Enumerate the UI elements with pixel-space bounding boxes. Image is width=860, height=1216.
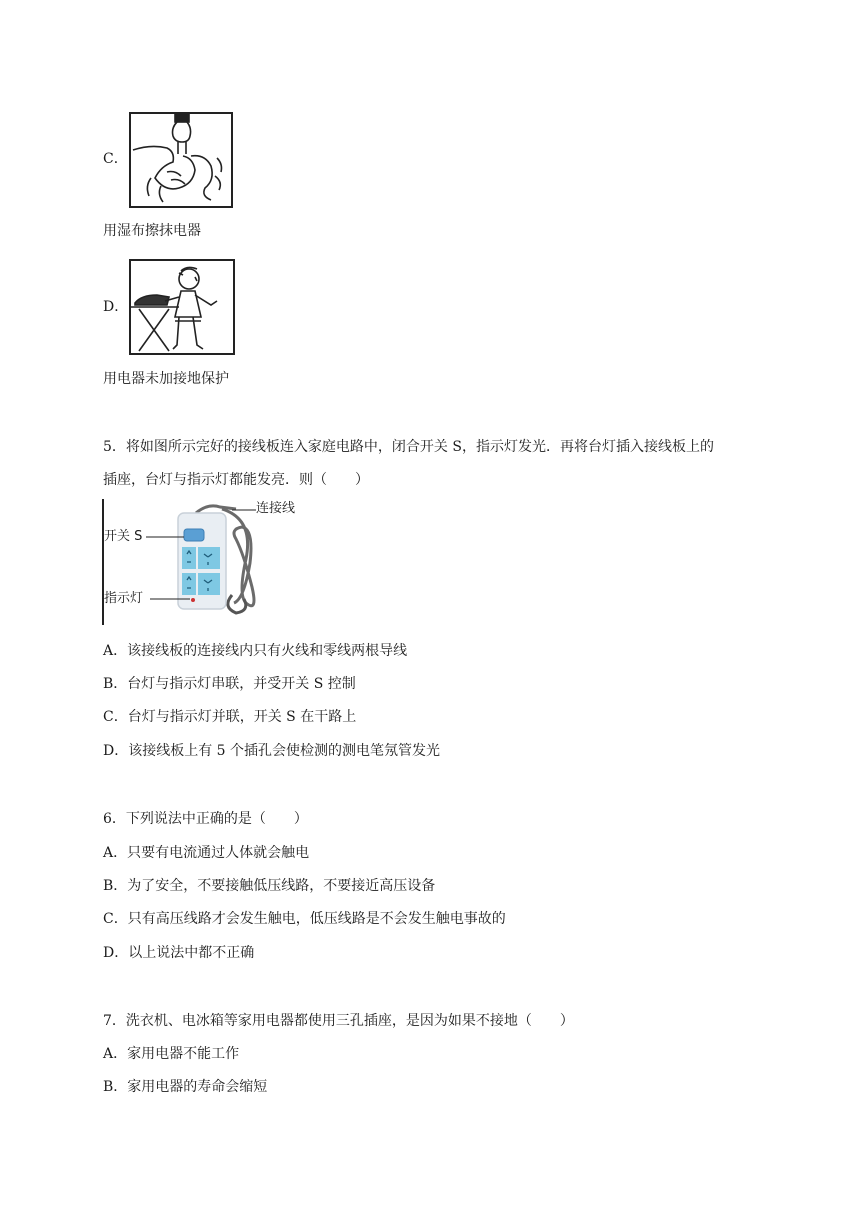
- q6-option-d: D．以上说法中都不正确: [103, 945, 255, 961]
- q6-option-c: C．只有高压线路才会发生触电，低压线路是不会发生触电事故的: [103, 911, 506, 927]
- wet-cloth-wiping-appliance-icon: [129, 112, 233, 208]
- power-strip-figure: [104, 499, 300, 627]
- q6-stem: 6．下列说法中正确的是（ ）: [103, 811, 308, 827]
- q4-option-c-caption: 用湿布擦抹电器: [103, 223, 201, 239]
- ungrounded-iron-shock-icon: [129, 259, 235, 355]
- q4-option-c-letter: C．: [103, 151, 128, 167]
- label-indicator-light: 指示灯: [104, 591, 144, 606]
- q4-option-d-letter: D．: [103, 299, 129, 315]
- label-cable: 连接线: [256, 501, 296, 516]
- q6-option-a: A．只要有电流通过人体就会触电: [103, 845, 310, 861]
- q7-option-b: B．家用电器的寿命会缩短: [103, 1079, 268, 1095]
- q5-stem-line2: 插座，台灯与指示灯都能发亮．则（ ）: [103, 472, 369, 488]
- label-switch-s: 开关 S: [104, 529, 143, 544]
- q5-option-d: D．该接线板上有 5 个插孔会使检测的测电笔氖管发光: [103, 743, 441, 759]
- q4-option-d-caption: 用电器未加接地保护: [103, 371, 229, 387]
- q5-option-c: C．台灯与指示灯并联，开关 S 在干路上: [103, 709, 357, 725]
- q5-stem-line1: 5．将如图所示完好的接线板连入家庭电路中，闭合开关 S，指示灯发光．再将台灯插入接线板上的: [103, 439, 714, 455]
- q6-option-b: B．为了安全，不要接触低压线路，不要接近高压设备: [103, 878, 436, 894]
- q7-stem: 7．洗衣机、电冰箱等家用电器都使用三孔插座，是因为如果不接地（ ）: [103, 1013, 574, 1029]
- q5-option-b: B．台灯与指示灯串联，并受开关 S 控制: [103, 676, 356, 692]
- q7-option-a: A．家用电器不能工作: [103, 1046, 240, 1062]
- q5-option-a: A．该接线板的连接线内只有火线和零线两根导线: [103, 643, 408, 659]
